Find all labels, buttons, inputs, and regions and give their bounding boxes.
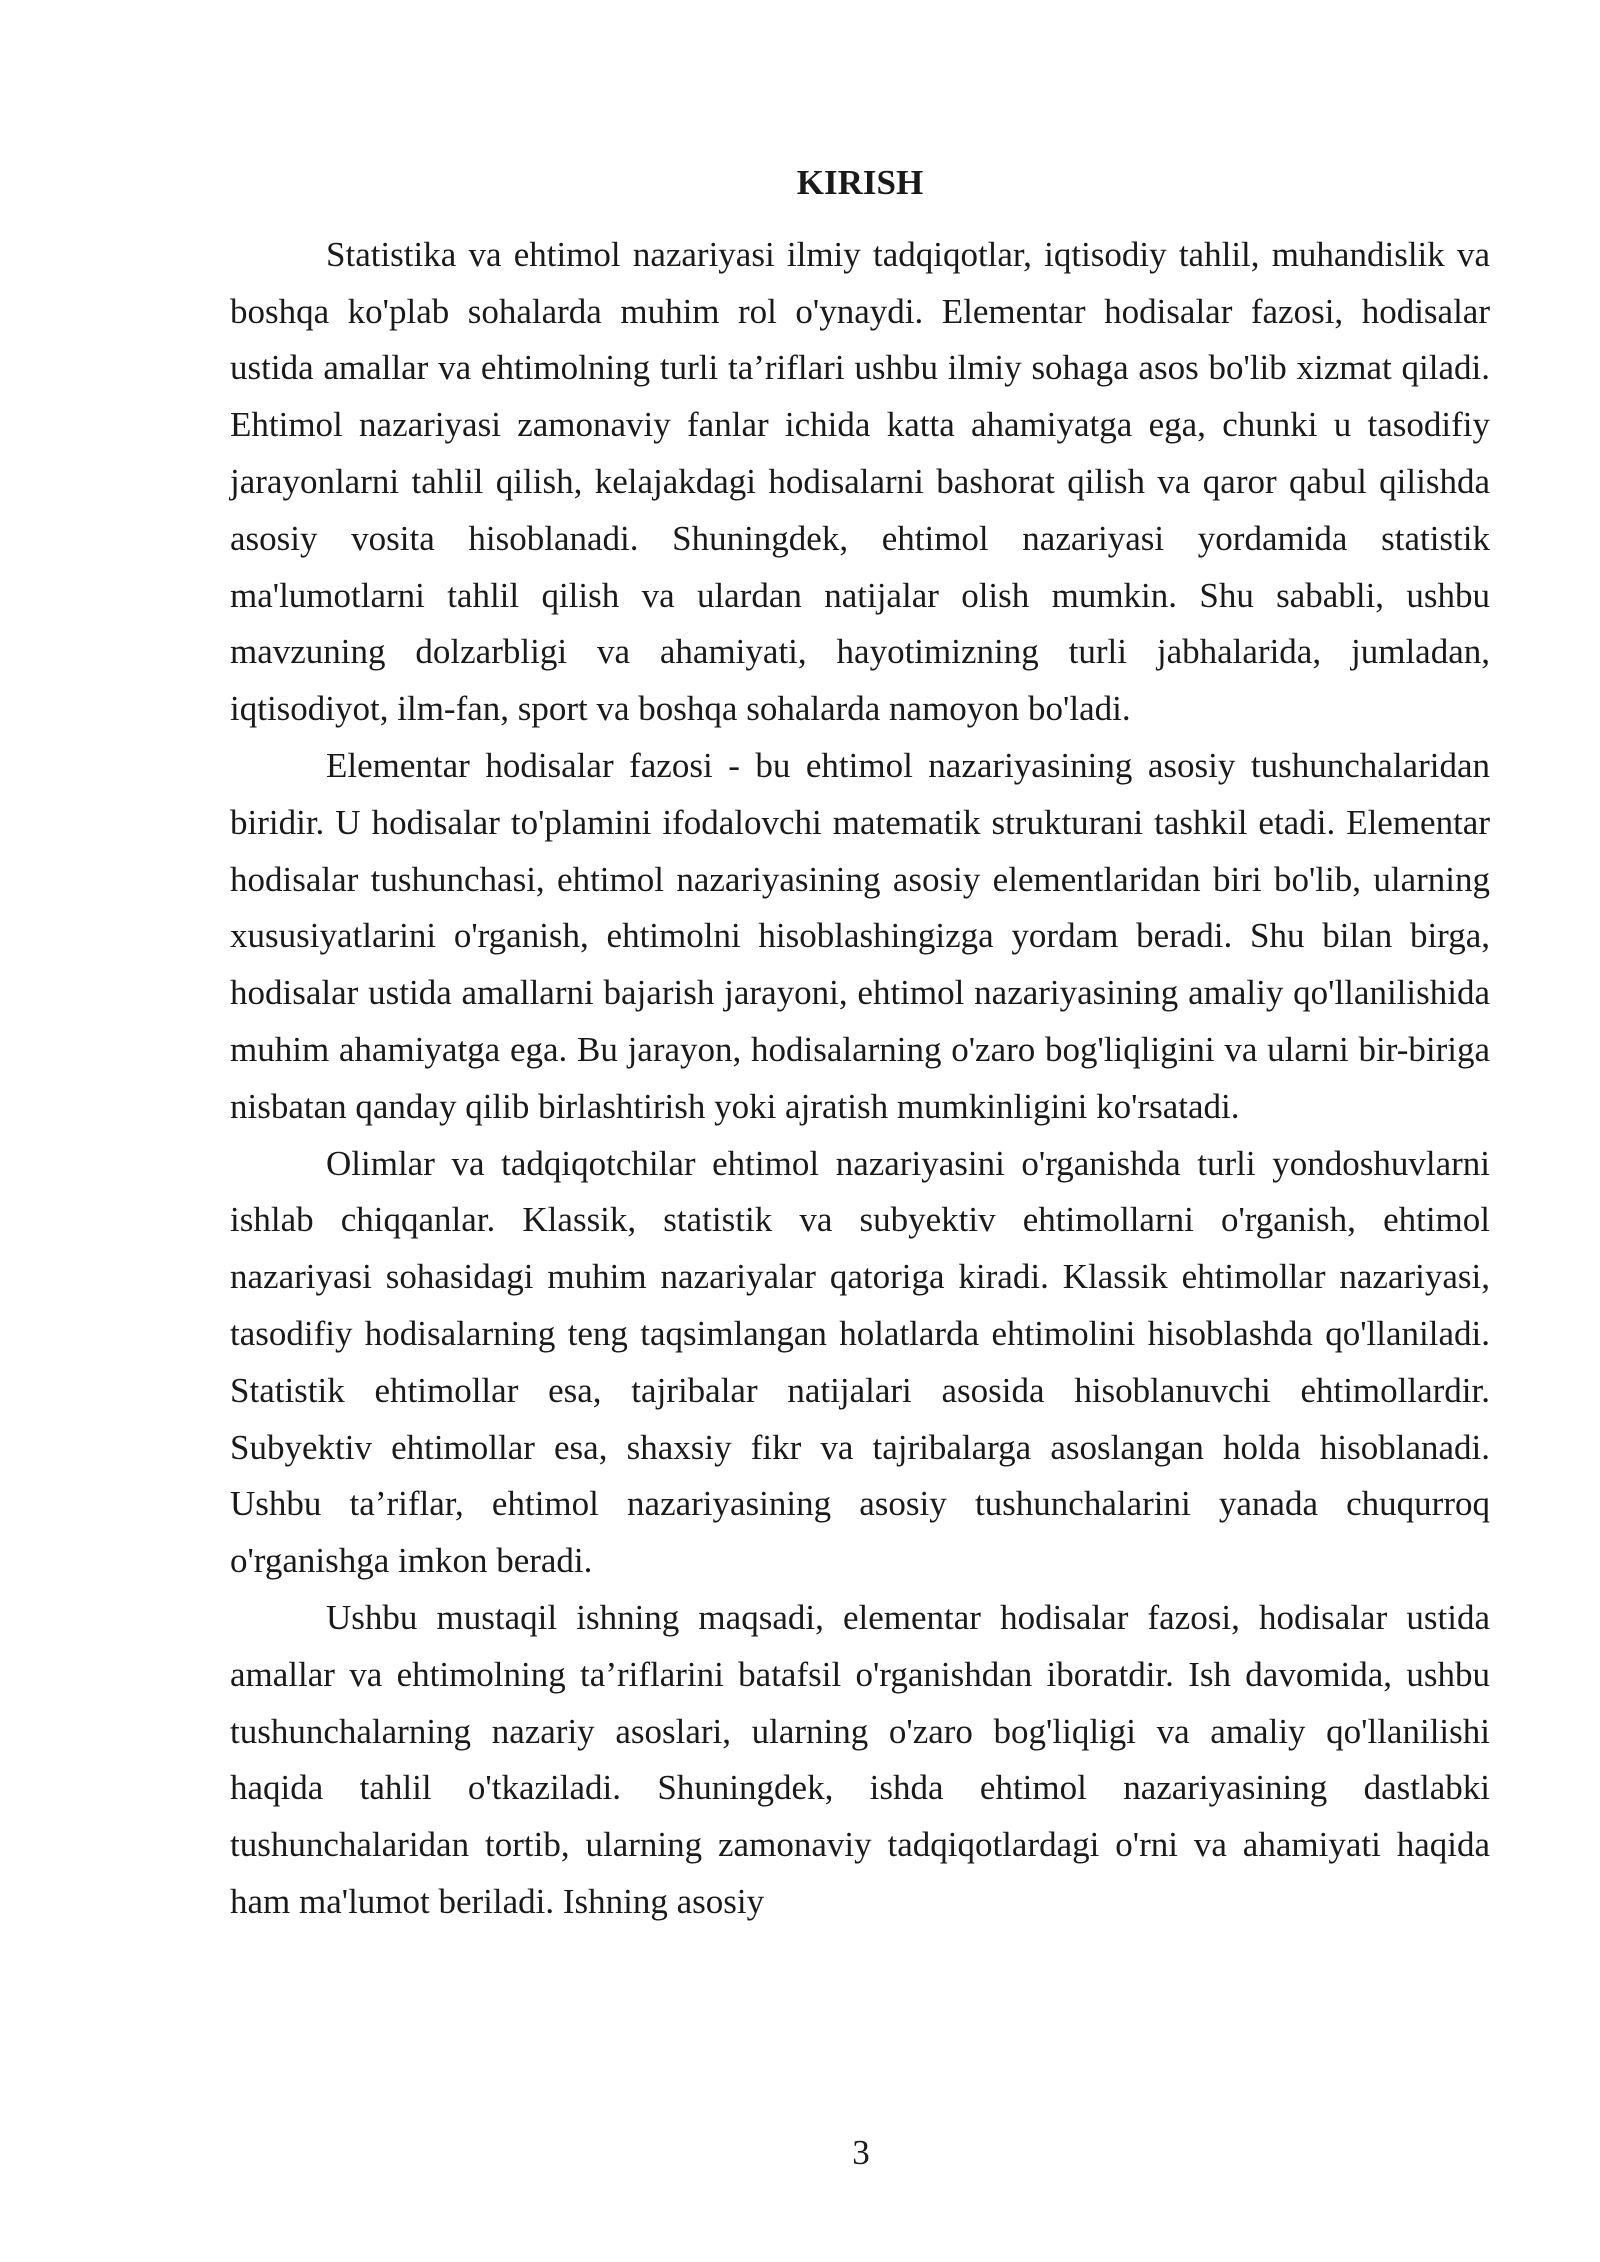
- paragraph-3: Olimlar va tadqiqotchilar ehtimol nazariyasini o'rganishda turli yondoshuvlarni ishlab chiqqanlar. Klassik, statistik va subyektiv ehtimollarni o'rganish, ehtimol nazariyasi sohasidagi muhim nazariyalar qatoriga kiradi. Klassik ehtimollar nazariyasi, tasodifiy hodisalarning teng taqsimlangan holatlarda ehtimolini hisoblashda qo'llaniladi. Statistik ehtimollar esa, tajribalar natijalari asosida hisoblanuvchi ehtimollardir. Subyektiv ehtimollar esa, shaxsiy fikr va tajribalarga asoslangan holda hisoblanadi. Ushbu ta’riflar, ehtimol nazariyasining asosiy tushunchalarini yanada chuqurroq o'rganishga imkon beradi.: [230, 1143, 1490, 1581]
- paragraph-1: Statistika va ehtimol nazariyasi ilmiy tadqiqotlar, iqtisodiy tahlil, muhandislik va boshqa ko'plab sohalarda muhim rol o'ynaydi. Elementar hodisalar fazosi, hodisalar ustida amallar va ehtimolning turli ta’riflari ushbu ilmiy sohaga asos bo'lib xizmat qiladi. Ehtimol nazariyasi zamonaviy fanlar ichida katta ahamiyatga ega, chunki u tasodifiy jarayonlarni tahlil qilish, kelajakdagi hodisalarni bashorat qilish va qaror qabul qilishda asosiy vosita hisoblanadi. Shuningdek, ehtimol nazariyasi yordamida statistik ma'lumotlarni tahlil qilish va ulardan natijalar olish mumkin. Shu sababli, ushbu mavzuning dolzarbligi va ahamiyati, hayotimizning turli jabhalarida, jumladan, iqtisodiyot, ilm-fan, sport va boshqa sohalarda namoyon bo'ladi.: [230, 234, 1490, 729]
- section-title: KIRISH: [796, 163, 924, 202]
- page-content: [230, 155, 1490, 1931]
- paragraph-2: Elementar hodisalar fazosi - bu ehtimol nazariyasining asosiy tushunchalaridan biridir. U hodisalar to'plamini ifodalovchi matematik strukturani tashkil etadi. Elementar hodisalar tushunchasi, ehtimol nazariyasining asosiy elementlaridan biri bo'lib, ularning xususiyatlarini o'rganish, ehtimolni hisoblashingizga yordam beradi. Shu bilan birga, hodisalar ustida amallarni bajarish jarayoni, ehtimol nazariyasining amaliy qo'llanilishida muhim ahamiyatga ega. Bu jarayon, hodisalarning o'zaro bog'liqligini va ularni bir-biriga nisbatan qanday qilib birlashtirish yoki ajratish mumkinligini ko'rsatadi.: [230, 745, 1490, 1126]
- page-number: 3: [852, 2133, 870, 2172]
- paragraph-4: Ushbu mustaqil ishning maqsadi, elementar hodisalar fazosi, hodisalar ustida amallar va ehtimolning ta’riflarini batafsil o'rganishdan iboratdir. Ish davomida, ushbu tushunchalarning nazariy asoslari, ularning o'zaro bog'liqligi va amaliy qo'llanilishi haqida tahlil o'tkaziladi. Shuningdek, ishda ehtimol nazariyasining dastlabki tushunchalaridan tortib, ularning zamonaviy tadqiqotlardagi o'rni va ahamiyati haqida ham ma'lumot beriladi. Ishning asosiy: [230, 1597, 1490, 1921]
